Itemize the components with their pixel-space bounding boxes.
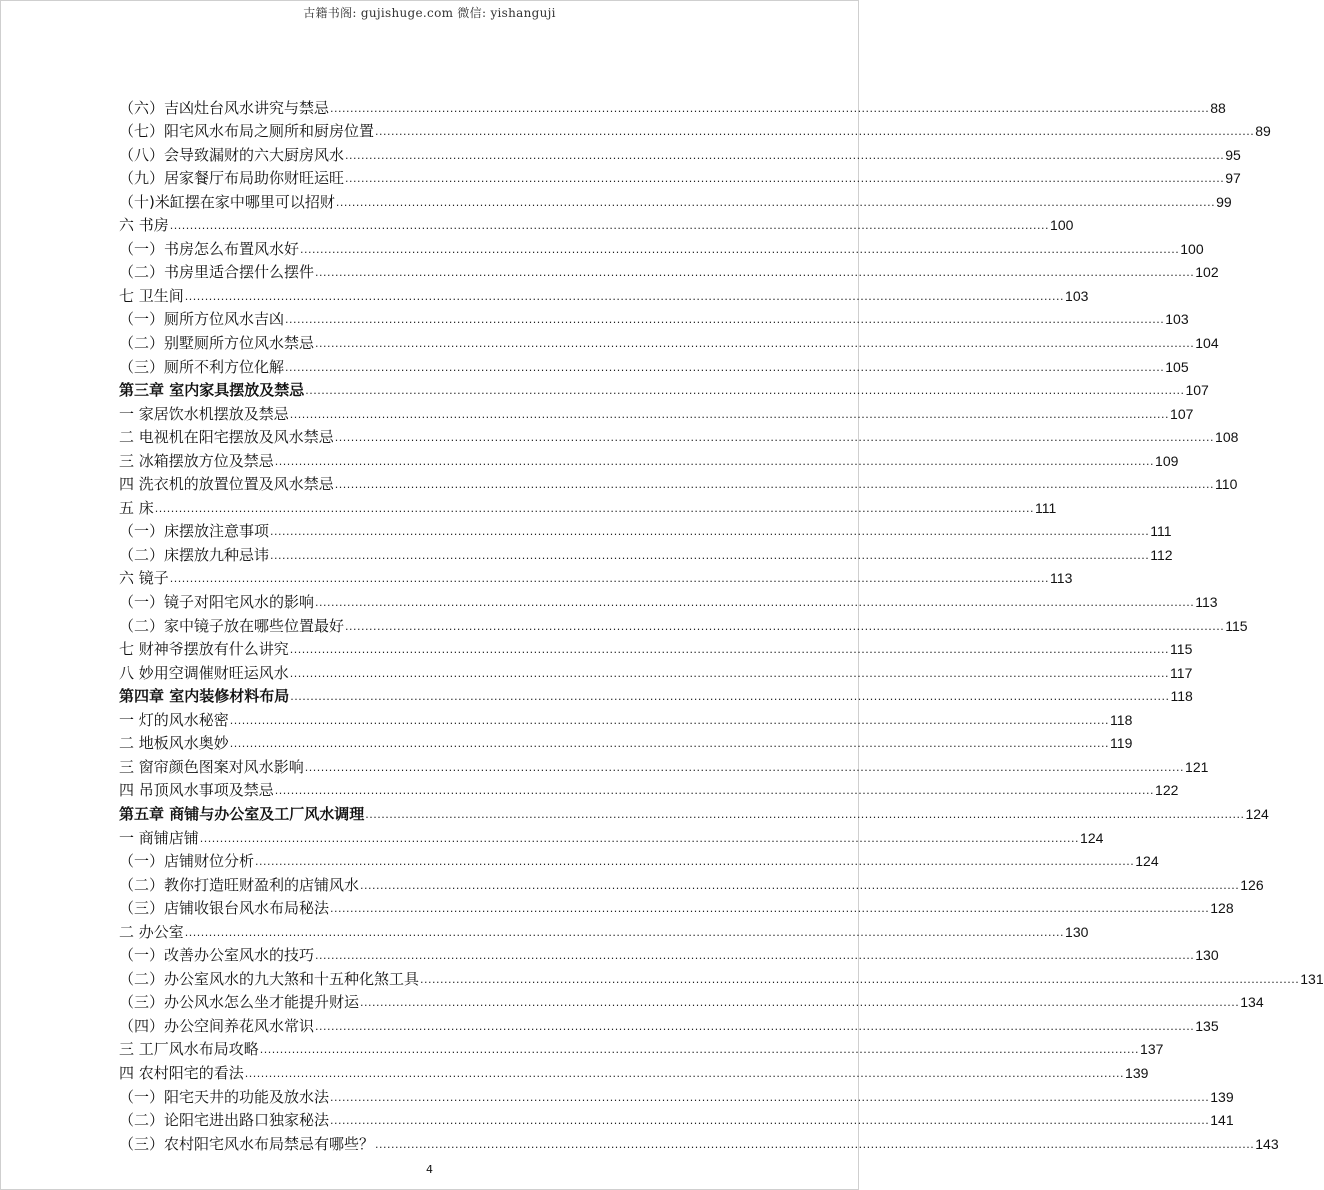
toc-leader-dots: ............................................................................................................................................................................................................................ bbox=[315, 596, 1195, 610]
toc-entry-page: 112 bbox=[1150, 546, 1173, 563]
toc-leader-dots: ............................................................................................................................................................................................................................ bbox=[330, 101, 1210, 115]
toc-entry-page: 102 bbox=[1195, 264, 1219, 281]
toc-entry-title: （二）论阳宅进出路口独家秘法 bbox=[119, 1111, 330, 1130]
toc-leader-dots: ............................................................................................................................................................................................................................ bbox=[360, 878, 1240, 892]
toc-leader-dots: ............................................................................................................................................................................................................................ bbox=[315, 337, 1195, 351]
toc-entry-page: 118 bbox=[1110, 711, 1133, 728]
toc-entry-page: 113 bbox=[1050, 570, 1073, 587]
toc-entry-page: 134 bbox=[1240, 994, 1264, 1011]
toc-entry-title: （四）办公空间养花风水常识 bbox=[119, 1016, 315, 1035]
toc-entry bbox=[119, 682, 1193, 706]
toc-leader-dots: ............................................................................................................................................................................................................................ bbox=[289, 643, 1170, 657]
toc-leader-dots: ............................................................................................................................................................................................................................ bbox=[270, 548, 1150, 562]
toc-entry-title: 三 冰箱摆放方位及禁忌 bbox=[119, 451, 274, 470]
toc-entry-title: （二）办公室风水的九大煞和十五种化煞工具 bbox=[119, 969, 420, 988]
toc-entry-title: 五 床 bbox=[119, 498, 154, 517]
toc-entry bbox=[119, 1011, 1219, 1035]
toc-entry bbox=[119, 823, 1104, 847]
toc-entry-page: 128 bbox=[1210, 900, 1234, 917]
toc-entry bbox=[119, 752, 1209, 776]
toc-entry bbox=[119, 399, 1194, 423]
toc-entry bbox=[119, 446, 1179, 470]
toc-entry-title: （一）床摆放注意事项 bbox=[119, 522, 270, 541]
toc-entry-title: 四 农村阳宅的看法 bbox=[119, 1063, 244, 1082]
toc-entry-page: 88 bbox=[1210, 99, 1226, 116]
toc-leader-dots: ............................................................................................................................................................................................................................ bbox=[274, 784, 1155, 798]
toc-entry-page: 103 bbox=[1165, 311, 1189, 328]
page-number: 4 bbox=[426, 1163, 433, 1176]
toc-leader-dots: ............................................................................................................................................................................................................................ bbox=[305, 384, 1185, 398]
toc-leader-dots: ............................................................................................................................................................................................................................ bbox=[315, 1019, 1195, 1033]
toc-leader-dots: ............................................................................................................................................................................................................................ bbox=[184, 289, 1065, 303]
toc-entry-title: （七）阳宅风水布局之厕所和厨房位置 bbox=[119, 122, 375, 141]
toc-entry bbox=[119, 305, 1189, 329]
toc-leader-dots: ............................................................................................................................................................................................................................ bbox=[315, 266, 1195, 280]
toc-leader-dots: ............................................................................................................................................................................................................................ bbox=[154, 501, 1035, 515]
toc-entry-title: 四 洗衣机的放置位置及风水禁忌 bbox=[119, 475, 334, 494]
toc-entry bbox=[119, 187, 1232, 211]
toc-entry-title: 第三章 室内家具摆放及禁忌 bbox=[119, 381, 305, 400]
toc-entry-title: （一）厕所方位风水吉凶 bbox=[119, 310, 285, 329]
toc-leader-dots: ............................................................................................................................................................................................................................ bbox=[199, 831, 1080, 845]
toc-entry-title: （二）书房里适合摆什么摆件 bbox=[119, 263, 315, 282]
toc-entry-title: 三 窗帘颜色图案对风水影响 bbox=[119, 757, 304, 776]
toc-entry bbox=[119, 1129, 1279, 1153]
toc-entry bbox=[119, 234, 1204, 258]
toc-entry bbox=[119, 988, 1264, 1012]
table-of-contents bbox=[119, 93, 1324, 1153]
toc-entry-title: 第五章 商铺与办公室及工厂风水调理 bbox=[119, 804, 365, 823]
toc-leader-dots: ............................................................................................................................................................................................................................ bbox=[290, 690, 1170, 704]
toc-entry bbox=[119, 281, 1089, 305]
toc-entry-page: 131 bbox=[1300, 970, 1324, 987]
toc-entry-page: 107 bbox=[1185, 382, 1209, 399]
toc-leader-dots: ............................................................................................................................................................................................................................ bbox=[285, 313, 1165, 327]
toc-leader-dots: ............................................................................................................................................................................................................................ bbox=[169, 572, 1050, 586]
toc-entry bbox=[119, 1106, 1234, 1130]
toc-entry-title: （二）教你打造旺财盈利的店铺风水 bbox=[119, 875, 360, 894]
toc-entry-page: 115 bbox=[1225, 617, 1248, 634]
toc-entry bbox=[119, 117, 1271, 141]
toc-entry-page: 109 bbox=[1155, 452, 1179, 469]
toc-entry-page: 97 bbox=[1225, 170, 1241, 187]
toc-leader-dots: ............................................................................................................................................................................................................................ bbox=[255, 855, 1135, 869]
toc-entry-title: 一 灯的风水秘密 bbox=[119, 710, 229, 729]
toc-entry-page: 104 bbox=[1195, 335, 1219, 352]
toc-entry-title: 二 电视机在阳宅摆放及风水禁忌 bbox=[119, 428, 334, 447]
toc-entry-page: 121 bbox=[1185, 758, 1209, 775]
toc-leader-dots: ............................................................................................................................................................................................................................ bbox=[315, 949, 1195, 963]
toc-entry-page: 105 bbox=[1165, 358, 1189, 375]
toc-leader-dots: ............................................................................................................................................................................................................................ bbox=[330, 1114, 1210, 1128]
toc-entry-title: 六 镜子 bbox=[119, 569, 169, 588]
toc-entry-page: 139 bbox=[1210, 1088, 1234, 1105]
toc-leader-dots: ............................................................................................................................................................................................................................ bbox=[334, 478, 1215, 492]
toc-entry-title: （一）改善办公室风水的技巧 bbox=[119, 946, 315, 965]
toc-entry-page: 124 bbox=[1080, 829, 1104, 846]
toc-entry bbox=[119, 1082, 1234, 1106]
toc-leader-dots: ............................................................................................................................................................................................................................ bbox=[420, 972, 1300, 986]
toc-entry-page: 130 bbox=[1065, 923, 1089, 940]
watermark-header: 古籍书阁: gujishuge.com 微信: yishanguji bbox=[303, 6, 556, 20]
toc-leader-dots: ............................................................................................................................................................................................................................ bbox=[285, 360, 1165, 374]
toc-entry-title: 二 办公室 bbox=[119, 922, 184, 941]
toc-entry bbox=[119, 328, 1219, 353]
toc-leader-dots: ............................................................................................................................................................................................................................ bbox=[274, 454, 1155, 468]
toc-entry-title: （九）居家餐厅布局助你财旺运旺 bbox=[119, 169, 345, 188]
toc-entry-page: 100 bbox=[1050, 217, 1074, 234]
toc-entry-page: 95 bbox=[1225, 146, 1241, 163]
toc-entry bbox=[119, 493, 1057, 517]
toc-entry-title: 四 吊顶风水事项及禁忌 bbox=[119, 781, 274, 800]
toc-entry-page: 103 bbox=[1065, 287, 1089, 304]
toc-entry-title: 六 书房 bbox=[119, 216, 169, 235]
toc-entry-title: 一 商铺店铺 bbox=[119, 828, 199, 847]
toc-entry-page: 137 bbox=[1140, 1041, 1164, 1058]
toc-entry bbox=[119, 658, 1193, 682]
toc-entry-page: 115 bbox=[1170, 641, 1193, 658]
toc-leader-dots: ............................................................................................................................................................................................................................ bbox=[244, 1066, 1125, 1080]
toc-leader-dots: ............................................................................................................................................................................................................................ bbox=[259, 1043, 1140, 1057]
toc-entry-page: 126 bbox=[1240, 876, 1264, 893]
toc-leader-dots: ............................................................................................................................................................................................................................ bbox=[334, 431, 1215, 445]
toc-entry-title: （一）镜子对阳宅风水的影响 bbox=[119, 593, 315, 612]
toc-entry-page: 139 bbox=[1125, 1064, 1149, 1081]
toc-entry bbox=[119, 470, 1238, 494]
toc-entry bbox=[119, 1058, 1149, 1082]
toc-leader-dots: ............................................................................................................................................................................................................................ bbox=[345, 619, 1225, 633]
toc-entry bbox=[119, 211, 1074, 235]
toc-leader-dots: ............................................................................................................................................................................................................................ bbox=[330, 902, 1210, 916]
toc-entry-page: 107 bbox=[1170, 405, 1194, 422]
toc-leader-dots: ............................................................................................................................................................................................................................ bbox=[375, 125, 1255, 139]
toc-entry-title: （二）床摆放九种忌讳 bbox=[119, 545, 270, 564]
toc-entry-page: 113 bbox=[1195, 594, 1218, 611]
toc-leader-dots: ............................................................................................................................................................................................................................ bbox=[375, 1137, 1255, 1151]
toc-entry-page: 111 bbox=[1035, 499, 1057, 516]
toc-entry bbox=[119, 799, 1269, 823]
toc-entry-page: 117 bbox=[1170, 664, 1193, 681]
toc-leader-dots: ............................................................................................................................................................................................................................ bbox=[169, 219, 1050, 233]
toc-entry-page: 135 bbox=[1195, 1017, 1219, 1034]
toc-entry bbox=[119, 540, 1173, 564]
toc-leader-dots: ............................................................................................................................................................................................................................ bbox=[289, 407, 1170, 421]
toc-entry-page: 89 bbox=[1255, 123, 1271, 140]
toc-entry bbox=[119, 587, 1218, 612]
toc-entry-title: （三）办公风水怎么坐才能提升财运 bbox=[119, 993, 360, 1012]
toc-entry-page: 111 bbox=[1150, 523, 1172, 540]
toc-entry-title: （二）别墅厕所方位风水禁忌 bbox=[119, 334, 315, 353]
toc-leader-dots: ............................................................................................................................................................................................................................ bbox=[184, 925, 1065, 939]
toc-entry bbox=[119, 705, 1133, 729]
toc-entry bbox=[119, 564, 1073, 588]
toc-entry-page: 119 bbox=[1110, 735, 1133, 752]
toc-entry-title: （一）书房怎么布置风水好 bbox=[119, 239, 300, 258]
toc-entry-title: （二）家中镜子放在哪些位置最好 bbox=[119, 616, 345, 635]
toc-entry-page: 108 bbox=[1215, 429, 1239, 446]
toc-entry-page: 141 bbox=[1210, 1112, 1234, 1129]
toc-entry-title: （三）店铺收银台风水布局秘法 bbox=[119, 899, 330, 918]
toc-entry-title: （一）店铺财位分析 bbox=[119, 852, 255, 871]
toc-entry-page: 130 bbox=[1195, 947, 1219, 964]
toc-leader-dots: ............................................................................................................................................................................................................................ bbox=[270, 525, 1150, 539]
toc-entry-page: 124 bbox=[1135, 853, 1159, 870]
toc-entry-page: 100 bbox=[1180, 240, 1204, 257]
toc-leader-dots: ............................................................................................................................................................................................................................ bbox=[229, 713, 1110, 727]
toc-leader-dots: ............................................................................................................................................................................................................................ bbox=[345, 148, 1225, 162]
toc-entry bbox=[119, 1035, 1164, 1059]
toc-entry bbox=[119, 258, 1219, 282]
toc-leader-dots: ............................................................................................................................................................................................................................ bbox=[229, 737, 1110, 751]
toc-entry bbox=[119, 917, 1089, 941]
toc-entry bbox=[119, 140, 1241, 164]
toc-entry-title: （十)米缸摆在家中哪里可以招财 bbox=[119, 192, 335, 211]
toc-entry-title: 三 工厂风水布局攻略 bbox=[119, 1040, 259, 1059]
toc-leader-dots: ............................................................................................................................................................................................................................ bbox=[300, 242, 1180, 256]
toc-entry-page: 122 bbox=[1155, 782, 1179, 799]
toc-entry-title: 第四章 室内装修材料布局 bbox=[119, 687, 290, 706]
toc-entry bbox=[119, 164, 1241, 188]
toc-entry bbox=[119, 729, 1133, 753]
toc-entry-page: 110 bbox=[1215, 476, 1238, 493]
toc-entry-title: 八 妙用空调催财旺运风水 bbox=[119, 663, 289, 682]
toc-leader-dots: ............................................................................................................................................................................................................................ bbox=[345, 172, 1225, 186]
toc-leader-dots: ............................................................................................................................................................................................................................ bbox=[365, 807, 1245, 821]
toc-entry-title: 二 地板风水奥妙 bbox=[119, 734, 229, 753]
toc-leader-dots: ............................................................................................................................................................................................................................ bbox=[304, 760, 1185, 774]
toc-entry-title: 七 财神爷摆放有什么讲究 bbox=[119, 640, 289, 659]
toc-entry-title: （六）吉凶灶台风水讲究与禁忌 bbox=[119, 98, 330, 117]
toc-entry bbox=[119, 870, 1264, 894]
toc-entry bbox=[119, 611, 1248, 635]
toc-entry-title: 一 家居饮水机摆放及禁忌 bbox=[119, 404, 289, 423]
toc-entry-page: 124 bbox=[1245, 805, 1269, 822]
toc-entry-title: 七 卫生间 bbox=[119, 286, 184, 305]
toc-entry bbox=[119, 93, 1226, 117]
toc-entry bbox=[119, 776, 1179, 800]
toc-entry bbox=[119, 894, 1234, 918]
toc-leader-dots: ............................................................................................................................................................................................................................ bbox=[360, 996, 1240, 1010]
toc-leader-dots: ............................................................................................................................................................................................................................ bbox=[330, 1090, 1210, 1104]
toc-leader-dots: ............................................................................................................................................................................................................................ bbox=[289, 666, 1170, 680]
toc-entry bbox=[119, 847, 1159, 871]
toc-entry-page: 99 bbox=[1216, 193, 1232, 210]
toc-entry-title: （三）农村阳宅风水布局禁忌有哪些？ bbox=[119, 1134, 375, 1153]
toc-entry bbox=[119, 423, 1239, 447]
toc-entry bbox=[119, 635, 1193, 659]
toc-entry-title: （八）会导致漏财的六大厨房风水 bbox=[119, 145, 345, 164]
toc-entry-page: 143 bbox=[1255, 1135, 1279, 1152]
toc-entry bbox=[119, 964, 1324, 988]
toc-entry bbox=[119, 517, 1172, 541]
toc-entry-page: 118 bbox=[1170, 688, 1193, 705]
toc-entry-title: （三）厕所不利方位化解 bbox=[119, 357, 285, 376]
toc-entry bbox=[119, 941, 1219, 965]
toc-entry bbox=[119, 352, 1189, 376]
toc-leader-dots: ............................................................................................................................................................................................................................ bbox=[335, 195, 1216, 209]
toc-entry bbox=[119, 376, 1209, 400]
toc-entry-title: （一）阳宅天井的功能及放水法 bbox=[119, 1087, 330, 1106]
